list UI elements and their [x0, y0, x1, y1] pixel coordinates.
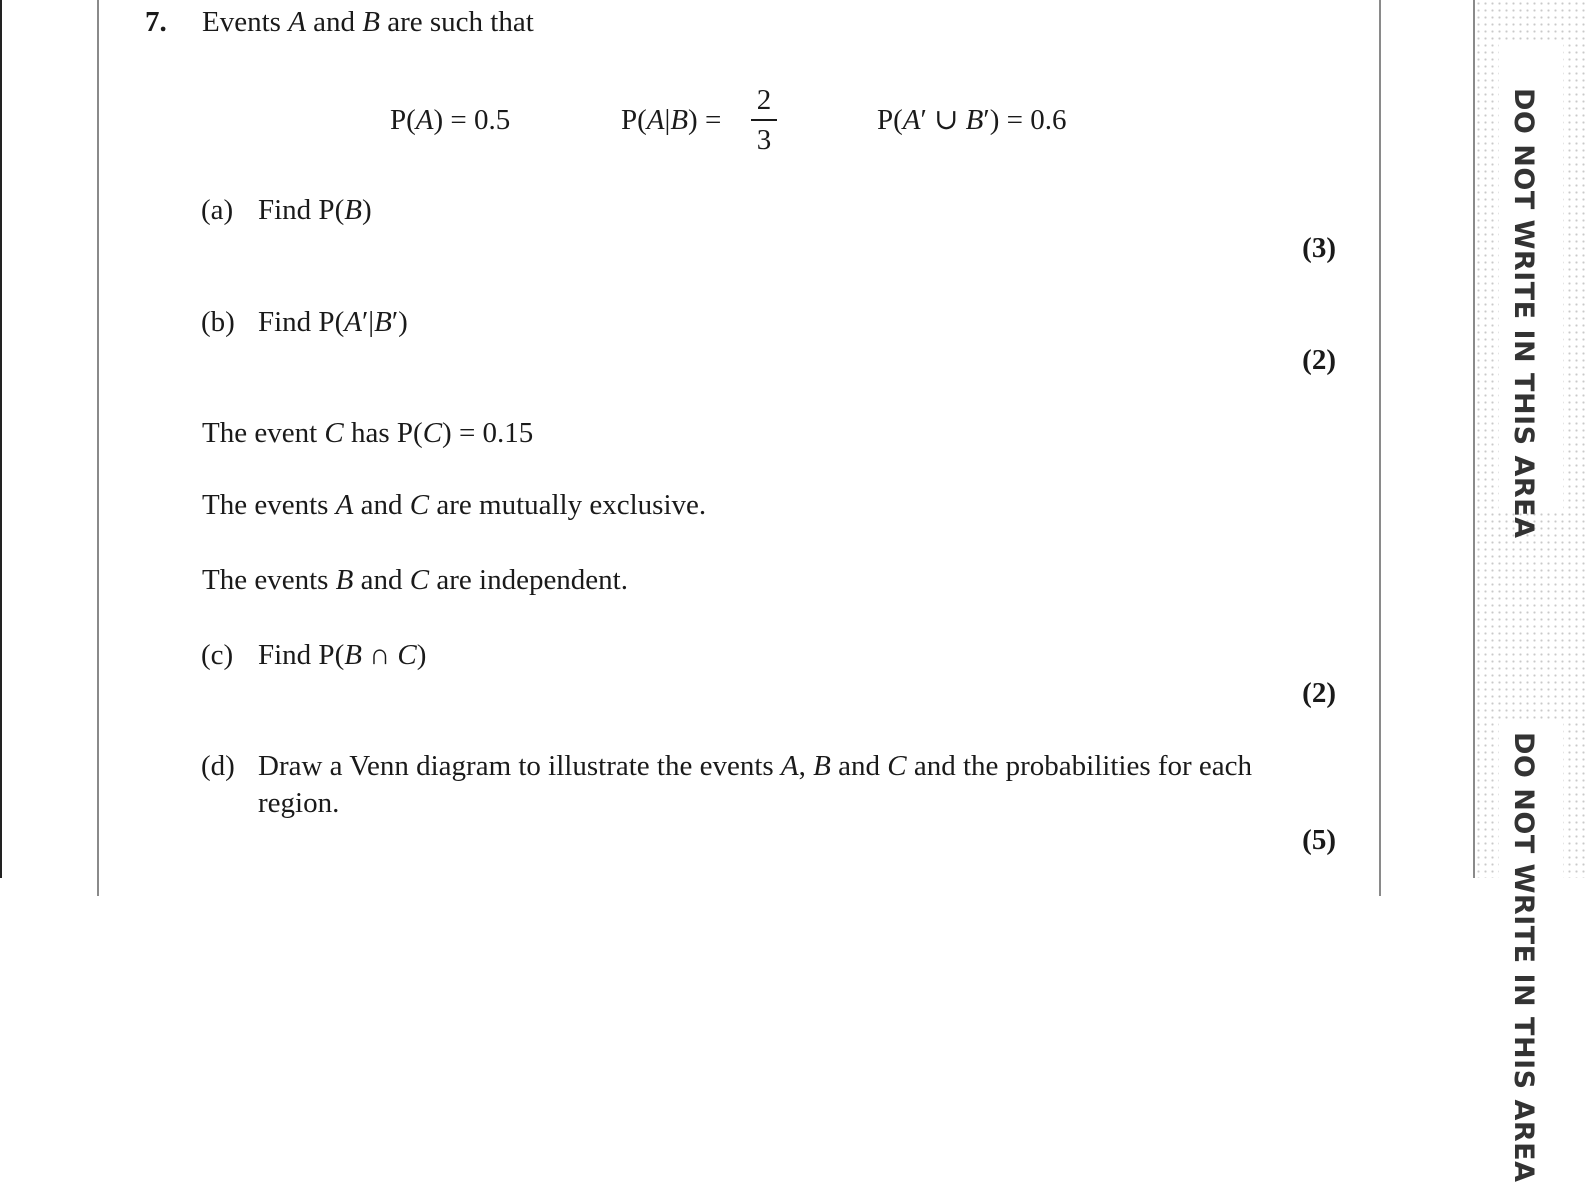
given-pab: P(A|B) = — [621, 104, 722, 136]
part-b-label: (b) — [201, 306, 235, 338]
fraction-bar — [751, 119, 777, 121]
part-a-marks: (3) — [1302, 232, 1336, 264]
fraction-numerator: 2 — [756, 84, 772, 116]
part-c-label: (c) — [201, 639, 234, 671]
fraction-denominator: 3 — [756, 123, 772, 156]
statement-event-c: The event C has P(C) = 0.15 — [202, 417, 534, 449]
part-d-line2: region. — [258, 787, 340, 819]
question-intro: Events A and B are such that — [202, 6, 534, 38]
part-b-text: Find P(A′|B′) — [258, 306, 408, 338]
given-pa: P(A) = 0.5 — [390, 104, 511, 136]
page-left-edge — [0, 0, 2, 878]
margin-warning-text: DO NOT WRITE IN THIS AREA — [1508, 88, 1539, 539]
part-d-label: (d) — [201, 750, 235, 782]
statement-mutually-exclusive: The events A and C are mutually exclusive. — [202, 489, 707, 521]
part-b-marks: (2) — [1302, 344, 1336, 376]
part-a-label: (a) — [201, 194, 234, 226]
given-union: P(A′ ∪ B′) = 0.6 — [877, 104, 1067, 136]
part-c-text: Find P(B ∩ C) — [258, 639, 427, 671]
part-c-marks: (2) — [1302, 677, 1336, 709]
question-number: 7. — [145, 6, 167, 38]
margin-warning-text-lower: DO NOT WRITE IN THIS AREA — [1508, 732, 1539, 1183]
given-pab-fraction — [751, 86, 777, 155]
statement-independent: The events B and C are independent. — [202, 564, 628, 596]
part-d-line1: Draw a Venn diagram to illustrate the events A, B and C and the probabilities for each — [258, 750, 1253, 782]
part-a-text: Find P(B) — [258, 194, 372, 226]
part-d-marks: (5) — [1302, 824, 1336, 856]
